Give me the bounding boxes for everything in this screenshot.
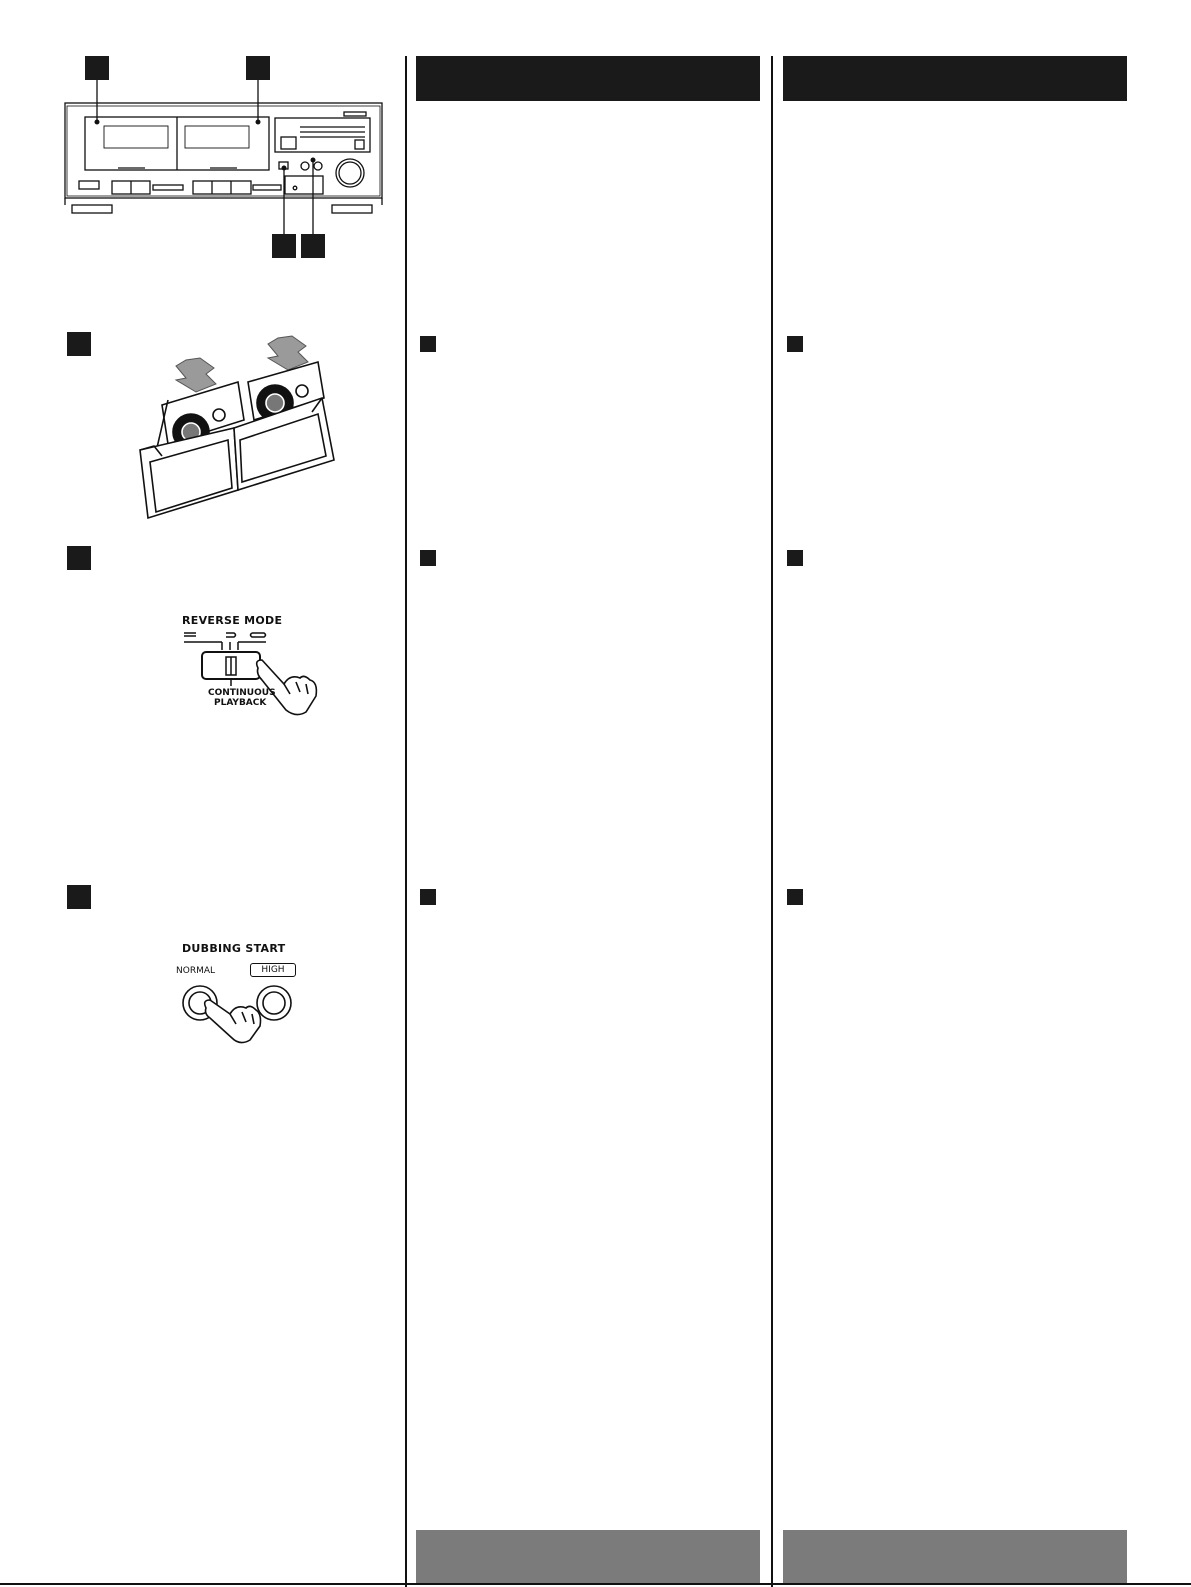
column-header-bar-right (783, 56, 1127, 101)
page-bottom-rule (0, 1583, 1191, 1585)
dubbing-buttons-illustration (0, 0, 400, 1050)
column-divider-left (405, 56, 407, 1587)
step-marker-icon (420, 889, 436, 905)
column-footer-bar-middle (416, 1530, 760, 1583)
continuous-playback-caption-line1: CONTINUOUS (208, 688, 276, 698)
pointing-hand-icon (205, 1000, 261, 1043)
normal-label: NORMAL (176, 966, 216, 976)
column-divider-right (771, 56, 773, 1587)
step-marker-icon (787, 550, 803, 566)
reverse-mode-title: REVERSE MODE (182, 614, 283, 627)
dubbing-start-title: DUBBING START (182, 942, 286, 955)
column-footer-bar-right (783, 1530, 1127, 1583)
step-marker-icon (420, 550, 436, 566)
column-header-bar-middle (416, 56, 760, 101)
step-marker-icon (420, 336, 436, 352)
step-marker-icon (787, 336, 803, 352)
continuous-playback-caption-line2: PLAYBACK (214, 698, 267, 708)
high-label: HIGH (250, 963, 296, 977)
step-marker-icon (787, 889, 803, 905)
